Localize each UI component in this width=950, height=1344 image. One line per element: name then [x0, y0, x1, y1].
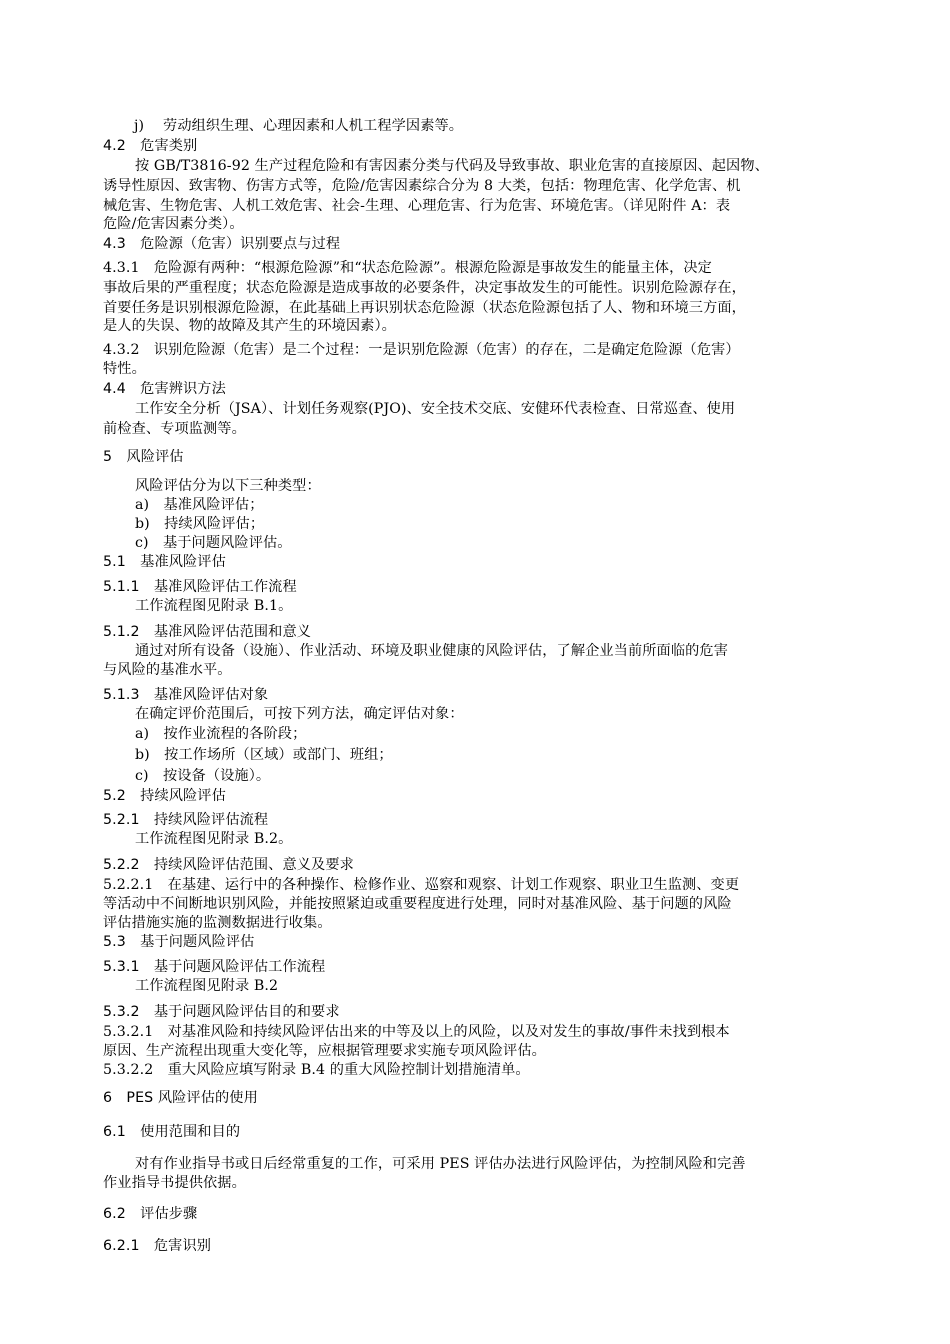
section-heading: 5.1.2 基准风险评估范围和意义 — [103, 624, 312, 640]
paragraph-line: 危险/危害因素分类）。 — [103, 216, 244, 232]
paragraph-line: 工作流程图见附录 B.2。 — [135, 831, 293, 847]
section-heading: 6.2.1 危害识别 — [103, 1238, 212, 1254]
section-heading: 6 PES 风险评估的使用 — [103, 1090, 258, 1106]
section-heading: 5 风险评估 — [103, 449, 184, 465]
list-item: c) 基于问题风险评估。 — [135, 535, 292, 551]
paragraph-line: 4.3.2 识别危险源（危害）是二个过程：一是识别危险源（危害）的存在，二是确定危险源（危害） — [103, 342, 740, 358]
paragraph-line: 是人的失误、物的故障及其产生的环境因素）。 — [103, 318, 396, 334]
paragraph-line: 前检查、专项监测等。 — [103, 421, 246, 437]
section-heading: 5.1 基准风险评估 — [103, 554, 226, 570]
paragraph-line: 评估措施实施的监测数据进行收集。 — [103, 915, 332, 931]
paragraph-line: 特性。 — [103, 361, 146, 377]
list-item: c) 按设备（设施）。 — [135, 768, 271, 784]
section-heading: 6.1 使用范围和目的 — [103, 1124, 241, 1140]
section-heading: 5.2 持续风险评估 — [103, 788, 226, 804]
paragraph-line: 械危害、生物危害、人机工效危害、社会-生理、心理危害、行为危害、环境危害。（详见附件 A：表 — [103, 198, 731, 214]
section-heading: 5.3.1 基于问题风险评估工作流程 — [103, 959, 326, 975]
list-item: b) 按工作场所（区域）或部门、班组； — [135, 747, 393, 763]
paragraph-line: 通过对所有设备（设施）、作业活动、环境及职业健康的风险评估，了解企业当前所面临的危害 — [135, 643, 728, 659]
paragraph-line: 工作流程图见附录 B.2 — [135, 978, 279, 994]
list-item: b) 持续风险评估； — [135, 516, 265, 532]
paragraph-line: 等活动中不间断地识别风险，并能按照紧迫或重要程度进行处理，同时对基准风险、基于问题的风险 — [103, 896, 732, 912]
paragraph-line: 4.3.1 危险源有两种：“根源危险源”和“状态危险源”。根源危险源是事故发生的能量主体，决定 — [103, 260, 712, 276]
paragraph-line: 5.3.2.2 重大风险应填写附录 B.4 的重大风险控制计划措施清单。 — [103, 1062, 530, 1078]
paragraph-line: 事故后果的严重程度；状态危险源是造成事故的必要条件，决定事故发生的可能性。识别危险源存在， — [103, 280, 746, 296]
paragraph-line: 5.2.2.1 在基建、运行中的各种操作、检修作业、巡察和观察、计划工作观察、职业卫生监测、变更 — [103, 877, 740, 893]
section-heading: 6.2 评估步骤 — [103, 1206, 198, 1222]
section-heading: 5.3 基于问题风险评估 — [103, 934, 255, 950]
paragraph-line: 5.3.2.1 对基准风险和持续风险评估出来的中等及以上的风险，以及对发生的事故/事件未找到根本 — [103, 1024, 730, 1040]
paragraph-line: 与风险的基准水平。 — [103, 662, 232, 678]
paragraph-line: 工作流程图见附录 B.1。 — [135, 598, 293, 614]
section-heading: 4.4 危害辨识方法 — [103, 381, 226, 397]
paragraph-line: 工作安全分析（JSA）、计划任务观察(PJO)、安全技术交底、安健环代表检查、日常巡查、使用 — [135, 401, 736, 417]
list-item: a) 按作业流程的各阶段； — [135, 726, 307, 742]
paragraph-line: 诱导性原因、致害物、伤害方式等，危险/危害因素综合分为 8 大类，包括：物理危害、化学危害、机 — [103, 178, 741, 194]
section-heading: 5.1.1 基准风险评估工作流程 — [103, 579, 297, 595]
paragraph-line: 风险评估分为以下三种类型： — [135, 478, 321, 494]
section-heading: 4.2 危害类别 — [103, 138, 198, 154]
paragraph-line: 原因、生产流程出现重大变化等，应根据管理要求实施专项风险评估。 — [103, 1043, 546, 1059]
section-heading: 5.1.3 基准风险评估对象 — [103, 687, 269, 703]
paragraph-line: 作业指导书提供依据。 — [103, 1175, 246, 1191]
list-item: j) 劳动组织生理、心理因素和人机工程学因素等。 — [134, 118, 464, 134]
paragraph-line: 按 GB/T3816-92 生产过程危险和有害因素分类与代码及导致事故、职业危害的直接原因、起因物、 — [135, 158, 769, 174]
section-heading: 5.3.2 基于问题风险评估目的和要求 — [103, 1004, 340, 1020]
paragraph-line: 在确定评价范围后，可按下列方法，确定评估对象： — [135, 706, 464, 722]
section-heading: 4.3 危险源（危害）识别要点与过程 — [103, 236, 341, 252]
paragraph-line: 首要任务是识别根源危险源，在此基础上再识别状态危险源（状态危险源包括了人、物和环境三方面， — [103, 300, 746, 316]
section-heading: 5.2.1 持续风险评估流程 — [103, 812, 269, 828]
list-item: a) 基准风险评估； — [135, 497, 264, 513]
section-heading: 5.2.2 持续风险评估范围、意义及要求 — [103, 857, 354, 873]
paragraph-line: 对有作业指导书或日后经常重复的工作，可采用 PES 评估办法进行风险评估，为控制风险和完善 — [135, 1156, 746, 1172]
